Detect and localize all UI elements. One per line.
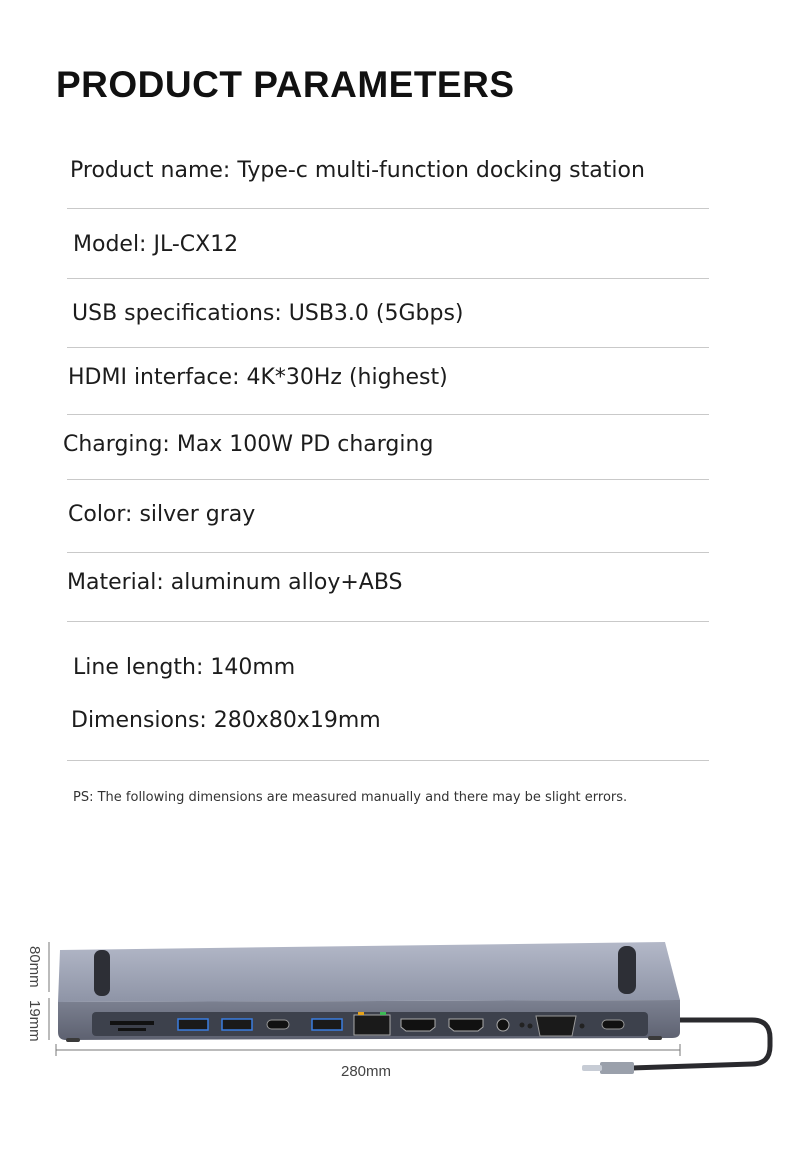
docking-station-illustration [0, 920, 790, 1100]
param-material: Material: aluminum alloy+ABS [67, 570, 403, 595]
usb-port [178, 1019, 208, 1030]
depth-label: 80mm [26, 946, 43, 988]
height-dimension [26, 998, 49, 1042]
divider [67, 479, 709, 480]
param-charging: Charging: Max 100W PD charging [63, 432, 434, 457]
hdmi-port [449, 1019, 483, 1031]
divider [67, 552, 709, 553]
usb-port [222, 1019, 252, 1030]
param-model: Model: JL-CX12 [73, 232, 239, 257]
param-usb-specifications: USB specifications: USB3.0 (5Gbps) [72, 301, 464, 326]
page-title: PRODUCT PARAMETERS [56, 64, 515, 105]
dock-top-surface [58, 942, 680, 1002]
param-dimensions: Dimensions: 280x80x19mm [71, 708, 381, 733]
sd-card-slot [110, 1021, 154, 1025]
cable-connector [600, 1062, 634, 1074]
tf-card-slot [118, 1028, 146, 1031]
width-label: 280mm [340, 1063, 392, 1080]
dock-foot [94, 950, 110, 996]
width-dimension [56, 1044, 680, 1080]
divider [67, 414, 709, 415]
divider [67, 621, 709, 622]
divider [67, 278, 709, 279]
divider [67, 208, 709, 209]
divider [67, 347, 709, 348]
audio-jack [497, 1019, 509, 1031]
param-product-name: Product name: Type-c multi-function docking station [70, 158, 645, 183]
param-color: Color: silver gray [68, 502, 256, 527]
dock-foot [618, 946, 636, 994]
usb-c-port [602, 1020, 624, 1029]
ethernet-port [354, 1015, 390, 1035]
depth-dimension [26, 942, 49, 992]
hdmi-port [401, 1019, 435, 1031]
divider [67, 760, 709, 761]
height-label: 19mm [26, 1000, 43, 1042]
vga-port [536, 1016, 576, 1036]
measurement-note: PS: The following dimensions are measured manually and there may be slight errors. [73, 790, 628, 805]
usb-port [312, 1019, 342, 1030]
param-hdmi-interface: HDMI interface: 4K*30Hz (highest) [68, 365, 448, 390]
param-line-length: Line length: 140mm [73, 655, 296, 680]
usb-c-port [267, 1020, 289, 1029]
